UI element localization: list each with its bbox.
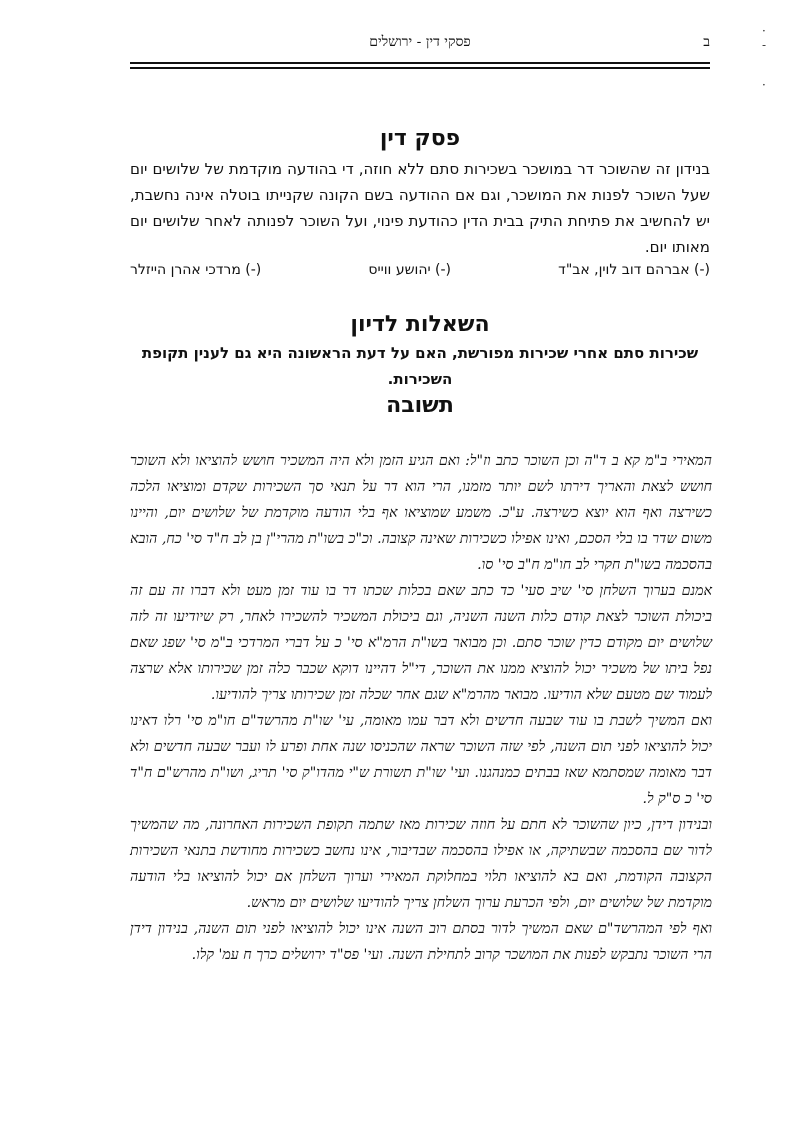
response-body	[130, 448, 712, 968]
ruling-body: בנידון זה שהשוכר דר במושכר בשכירות סתם ללא חוזה, די בהודעה מוקדמת של שלושים יום שעל השוכר לפנות את המושכר, וגם אם ההודעה בשם הקונה שקנייתו בוטלה אינה נחשבת, יש להחשיב את פתיחת התיק בבית הדין כהודעת פינוי, ועל השוכר לפנותה לאחר שלושים יום מאותו יום.	[130, 160, 710, 256]
response-paragraph: ואף לפי המהרשד"ם שאם המשיך לדור בסתם רוב השנה אינו יכול להוציאו לפני תום השנה, בנידון דידן הרי השוכר נתבקש לפנות את המושכר קרוב לתחילת השנה. ועי' פס"ד ירושלים כרך ח עמ' קלו.	[130, 921, 712, 963]
response-paragraph: אמנם בערוך השלחן סי' שיב סעי' כד כתב שאם בכלות שכתו דר בו עוד זמן מעט ולא דברו זה עם זה ביכולת השוכר לצאת קודם כלות השנה השניה, וגם ביכולת המשכיר להשכירו לאחר, רק שיודיעו זה לזה שלושים יום מקודם כדין שוכר סתם. וכן מבואר בשו"ת הרמ"א סי' כ על דברי המרדכי ב"מ סי' שפג שאם נפל ביתו של משכיר יכול להוציא ממנו את השוכר, די"ל דהיינו דוקא שכבר כלה זמן שכירותו אלא שרצה לעמוד שם מטעם שלא הודיעו. מבואר מהרמ"א שגם אחר שכלה זמן שכירותו צריך להודיעו.	[130, 583, 712, 703]
response-paragraph: ואם המשיך לשבת בו עוד שבעה חדשים ולא דבר עמו מאומה, עי' שו"ת מהרשד"ם חו"מ סי' רלו דאינו יכול להוציאו לפני תום השנה, לפי שזה השוכר שראה שהכניסו שנה אחת ופרע לו ועבר שבעה חדשים ולא דבר מאומה שמסתמא שאז בבתים כמנהגנו. ועי' שו"ת תשורת ש"י מהדו"ק סי' תריג, ושו"ת מהרש"ם ח"ד סי' כ ס"ק ל.	[130, 713, 712, 807]
running-head	[130, 30, 710, 60]
header-rule	[130, 62, 710, 64]
response-heading: תשובה	[386, 393, 454, 418]
edge-marks: · - ·	[762, 24, 767, 92]
signer-3: (-) מרדכי אהרן הייזלר	[130, 262, 262, 278]
response-paragraph: ובנידון דידן, כיון שהשוכר לא חתם על חוזה שכירות מאז שתמה תקופת השכירות האחרונה, מה שהמשיך לדור שם בהסכמה שבשתיקה, או אפילו בהסכמה שבדיבור, אינו נחשב כשכירות מחודשת בתנאי השכירות הקצובה הקודמת, ואם בא להוציאו תלוי במחלוקת המאירי וערוך השלחן אם יכול להוציאו בלי הודעה מוקדמת של שלושים יום, ולפי הכרעת ערוך השלחן צריך להודיעו שלושים יום מראש.	[130, 817, 712, 911]
response-paragraph: המאירי ב"מ קא ב ד"ה וכן השוכר כתב וז"ל: ואם הגיע הזמן ולא היה המשכיר חושש להוציאו ולא השוכר חושש לצאת והאריך דירתו לשם יותר מזמנו, הרי הוא דר על תנאי סך השכירות שקדם ומוציאו הלכה כשירצה ואף הוא יוצא כשירצה. ע"כ. משמע שמוציאו אף בלי הודעה מוקדמת של שלושים יום, והיינו משום שדר בו בלי הסכם, ואינו אפילו כשכירות שאינה קצובה. וכ"כ בשו"ת מהרי"ן בן לב ח"ד סי' כח, הובא בהסכמה בשו"ת חקרי לב חו"מ ח"ב סי' סו.	[130, 453, 712, 573]
running-title: פסקי דין - ירושלים	[369, 34, 471, 50]
header-rule-double	[130, 67, 710, 69]
page-letter: ב	[703, 34, 710, 50]
ruling-heading: פסק דין	[379, 126, 461, 151]
signers	[130, 262, 710, 278]
signer-1: (-) אברהם דוב לוין, אב"ד	[558, 262, 710, 278]
signer-2: (-) יהושע ווייס	[368, 262, 452, 278]
question-text: שכירות סתם אחרי שכירות מפורשת, האם על דעת הראשונה היא גם לענין תקופת השכירות.	[141, 344, 699, 388]
questions-heading: השאלות לדיון	[350, 312, 490, 337]
